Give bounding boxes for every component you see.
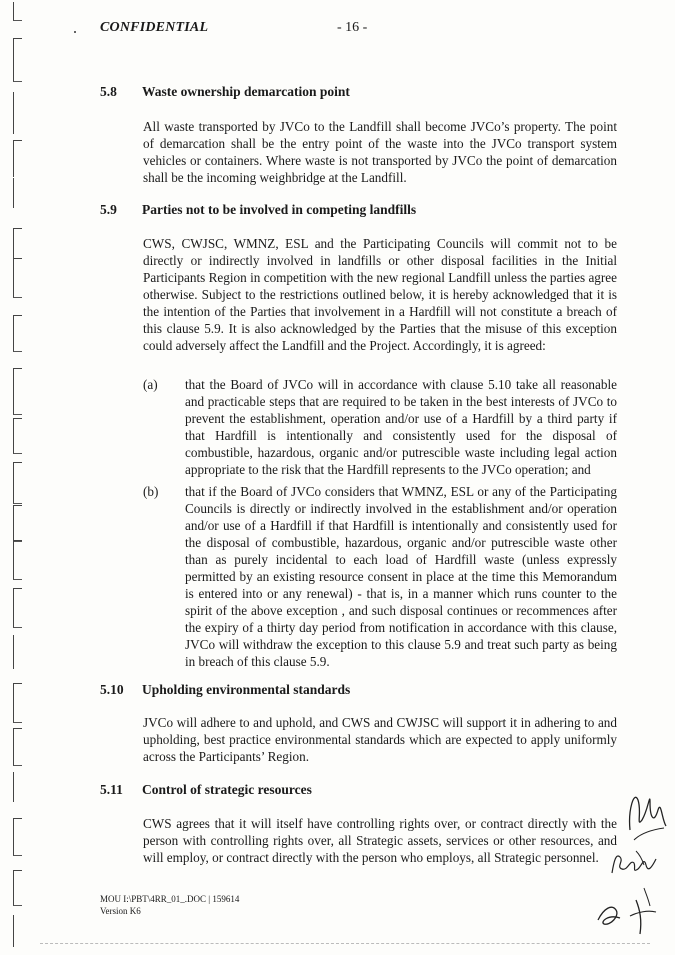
section-heading (100, 782, 620, 798)
page-number: - 16 - (337, 20, 368, 35)
section-paragraph: JVCo will adhere to and uphold, and CWS and CWJSC will support it in adhering to and upholding, best practice environmental standards which are expected to apply uniformly across the Participants’ Region. (143, 715, 617, 764)
section-number: 5.11 (100, 782, 123, 797)
section-number: 5.9 (100, 202, 117, 217)
signature-initials-middle (606, 845, 666, 879)
section-title: Upholding environmental standards (142, 682, 351, 697)
binding-mark (13, 818, 22, 856)
signature-initials-top (620, 780, 670, 850)
binding-mark (13, 870, 22, 906)
item-text: that the Board of JVCo will in accordance with clause 5.10 take all reasonable and practicable steps that are required to be taken in the best interests of JVCo to prevent the establishment, operation and/or use of a Hardfill by a third party if that Hardfill is intentionally and consistently used for the disposal of combustible, hazardous, organic and/or putrescible waste including legal action appropriate to the risk that the Hardfill represents to the JVCo operation; and (185, 377, 617, 477)
binding-mark (13, 178, 22, 208)
binding-mark (13, 38, 22, 82)
footer-version: Version K6 (100, 906, 141, 916)
section-number: 5.8 (100, 84, 117, 99)
item-label: (a) (143, 377, 158, 392)
confidential-label: CONFIDENTIAL (100, 20, 209, 35)
scan-edge-line (40, 943, 650, 944)
signature-initials-bottom (590, 880, 670, 940)
binding-mark (13, 315, 22, 352)
section-paragraph: All waste transported by JVCo to the Landfill shall become JVCo’s property. The point of demarcation shall be the entry point of the waste into the JVCo transport system vehicles or containers. Where waste is not transported by JVCo the point of demarcation shall be the incoming weighbridge at the Landfill. (143, 119, 617, 185)
section-paragraph: CWS, CWJSC, WMNZ, ESL and the Participating Councils will commit not to be directly or indirectly involved in landfills or other disposal facilities in the Initial Participants Region in competition with the new regional Landfill unless the parties agree otherwise. Subject to the restrictions outlined below, it is hereby acknowledged that it is the intention of the Parties that involvement in a Hardfill will not constitute a breach of this clause 5.9. It is also acknowledged by the Parties that the misuse of this exception could adversely affect the Landfill and the Project. Accordingly, it is agreed: (143, 236, 617, 353)
section-title: Parties not to be involved in competing landfills (142, 202, 417, 217)
list-item (143, 376, 617, 478)
item-label: (b) (143, 484, 159, 499)
binding-mark (13, 140, 22, 177)
list-item (143, 483, 617, 670)
binding-mark (13, 915, 22, 947)
section-title: Waste ownership demarcation point (142, 84, 350, 99)
binding-mark (13, 505, 22, 542)
binding-mark (13, 588, 22, 628)
binding-mark (13, 368, 22, 415)
section-title: Control of strategic resources (142, 782, 312, 797)
binding-mark (13, 772, 22, 802)
document-footer (100, 893, 239, 917)
binding-mark (13, 462, 22, 504)
binding-mark (13, 683, 22, 723)
binding-mark (13, 540, 22, 580)
section-number: 5.10 (100, 682, 124, 697)
binding-mark (13, 635, 22, 669)
binding-mark (13, 92, 22, 134)
scan-dot (74, 31, 76, 33)
section-heading (100, 202, 620, 218)
binding-mark (13, 258, 22, 298)
binding-mark (13, 2, 22, 21)
section-paragraph: CWS agrees that it will itself have controlling rights over, or contract directly with the person with controlling rights over, all Strategic assets, services or other resources, and will employ, or contract directly with the person who employs, all Strategic personnel. (143, 816, 617, 865)
section-heading (100, 84, 620, 100)
binding-mark (13, 418, 22, 454)
item-text: that if the Board of JVCo considers that WMNZ, ESL or any of the Participating Councils is directly or indirectly involved in the establishment and/or operation and/or use of a Hardfill if that Hardfill is intentionally and consistently used for the disposal of combustible, hazardous, organic and/or putrescible waste other than as purely incidental to each load of Hardfill waste (unless expressly permitted by an existing resource consent in place at the time this Memorandum is entered into or any renewal) - that is, in a manner which runs counter to the spirit of the above exception , and such disposal continues or recommences after the expiry of a thirty day period from notification in accordance with this clause, JVCo will withdraw the exception to this clause 5.9 and treat such party as being in breach of this clause 5.9. (185, 484, 617, 669)
footer-file-reference: MOU I:\PBT\4RR_01_.DOC | 159614 (100, 894, 240, 904)
section-heading (100, 682, 620, 698)
binding-mark (13, 728, 22, 766)
